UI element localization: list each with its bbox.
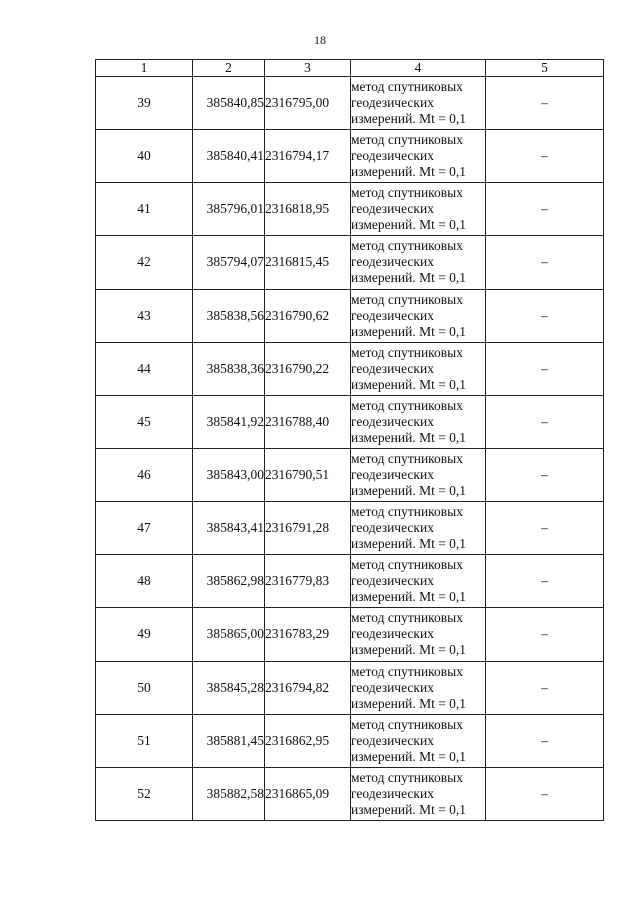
method-line-2: геодезических xyxy=(351,679,434,695)
method-line-1: метод спутниковых xyxy=(351,451,463,467)
table-row xyxy=(96,77,604,130)
coordinate-y: 2316794,82 xyxy=(265,661,351,714)
method-line-1: метод спутниковых xyxy=(351,185,463,201)
method-line-3: измерений. Mt = 0,1 xyxy=(351,536,467,552)
table-row xyxy=(96,289,604,342)
method-cell xyxy=(351,661,486,714)
coordinate-x: 385794,07 xyxy=(193,236,265,289)
method-cell xyxy=(351,236,486,289)
coordinate-x: 385865,00 xyxy=(193,608,265,661)
coordinate-y: 2316791,28 xyxy=(265,502,351,555)
method-line-1: метод спутниковых xyxy=(351,557,463,573)
note-cell: – xyxy=(486,448,604,501)
method-cell xyxy=(351,77,486,130)
method-line-2: геодезических xyxy=(351,413,434,429)
method-line-1: метод спутниковых xyxy=(351,344,463,360)
point-number: 50 xyxy=(96,661,193,714)
method-line-2: геодезических xyxy=(351,467,434,483)
method-line-3: измерений. Mt = 0,1 xyxy=(351,217,467,233)
point-number: 51 xyxy=(96,714,193,767)
coordinate-y: 2316783,29 xyxy=(265,608,351,661)
table-row xyxy=(96,130,604,183)
method-line-3: измерений. Mt = 0,1 xyxy=(351,483,467,499)
column-header-1: 1 xyxy=(96,60,193,77)
note-cell: – xyxy=(486,767,604,820)
coordinate-x: 385862,98 xyxy=(193,555,265,608)
method-line-2: геодезических xyxy=(351,573,434,589)
note-cell: – xyxy=(486,342,604,395)
method-line-1: метод спутниковых xyxy=(351,397,463,413)
column-header-4: 4 xyxy=(351,60,486,77)
point-number: 42 xyxy=(96,236,193,289)
method-line-1: метод спутниковых xyxy=(351,291,463,307)
point-number: 41 xyxy=(96,183,193,236)
method-line-2: геодезических xyxy=(351,732,434,748)
coordinate-y: 2316790,62 xyxy=(265,289,351,342)
table-row xyxy=(96,395,604,448)
coordinate-y: 2316788,40 xyxy=(265,395,351,448)
method-line-2: геодезических xyxy=(351,626,434,642)
note-cell: – xyxy=(486,183,604,236)
method-line-1: метод спутниковых xyxy=(351,610,463,626)
method-line-2: геодезических xyxy=(351,360,434,376)
method-line-2: геодезических xyxy=(351,201,434,217)
coordinate-y: 2316779,83 xyxy=(265,555,351,608)
point-number: 48 xyxy=(96,555,193,608)
method-line-3: измерений. Mt = 0,1 xyxy=(351,376,467,392)
method-cell xyxy=(351,289,486,342)
column-header-2: 2 xyxy=(193,60,265,77)
note-cell: – xyxy=(486,130,604,183)
page-number: 18 xyxy=(314,33,326,47)
method-cell xyxy=(351,395,486,448)
coordinate-y: 2316862,95 xyxy=(265,714,351,767)
note-cell: – xyxy=(486,714,604,767)
method-line-2: геодезических xyxy=(351,254,434,270)
method-cell xyxy=(351,342,486,395)
coordinate-y: 2316795,00 xyxy=(265,77,351,130)
point-number: 40 xyxy=(96,130,193,183)
table-row xyxy=(96,236,604,289)
method-line-3: измерений. Mt = 0,1 xyxy=(351,323,467,339)
coordinate-y: 2316794,17 xyxy=(265,130,351,183)
coordinate-x: 385841,92 xyxy=(193,395,265,448)
method-line-2: геодезических xyxy=(351,95,434,111)
note-cell: – xyxy=(486,608,604,661)
coordinate-y: 2316865,09 xyxy=(265,767,351,820)
note-cell: – xyxy=(486,661,604,714)
table-row xyxy=(96,608,604,661)
method-cell xyxy=(351,448,486,501)
method-line-3: измерений. Mt = 0,1 xyxy=(351,642,467,658)
note-cell: – xyxy=(486,236,604,289)
note-cell: – xyxy=(486,395,604,448)
method-line-3: измерений. Mt = 0,1 xyxy=(351,270,467,286)
method-line-3: измерений. Mt = 0,1 xyxy=(351,111,467,127)
method-line-3: измерений. Mt = 0,1 xyxy=(351,429,467,445)
method-line-3: измерений. Mt = 0,1 xyxy=(351,589,467,605)
coordinate-x: 385796,01 xyxy=(193,183,265,236)
method-cell xyxy=(351,502,486,555)
coordinate-x: 385840,85 xyxy=(193,77,265,130)
method-line-1: метод спутниковых xyxy=(351,238,463,254)
point-number: 39 xyxy=(96,77,193,130)
coordinate-y: 2316818,95 xyxy=(265,183,351,236)
method-line-1: метод спутниковых xyxy=(351,132,463,148)
table-row xyxy=(96,555,604,608)
method-line-3: измерений. Mt = 0,1 xyxy=(351,164,467,180)
coordinate-x: 385838,36 xyxy=(193,342,265,395)
point-number: 43 xyxy=(96,289,193,342)
coordinate-x: 385882,58 xyxy=(193,767,265,820)
method-cell xyxy=(351,714,486,767)
method-line-1: метод спутниковых xyxy=(351,663,463,679)
table-row xyxy=(96,183,604,236)
method-line-1: метод спутниковых xyxy=(351,79,463,95)
note-cell: – xyxy=(486,502,604,555)
note-cell: – xyxy=(486,289,604,342)
table-row xyxy=(96,767,604,820)
column-header-3: 3 xyxy=(265,60,351,77)
coordinate-x: 385843,00 xyxy=(193,448,265,501)
method-cell xyxy=(351,608,486,661)
coordinates-table xyxy=(95,59,604,821)
column-header-5: 5 xyxy=(486,60,604,77)
note-cell: – xyxy=(486,555,604,608)
coordinate-x: 385845,28 xyxy=(193,661,265,714)
method-line-1: метод спутниковых xyxy=(351,716,463,732)
method-cell xyxy=(351,183,486,236)
coordinate-y: 2316815,45 xyxy=(265,236,351,289)
point-number: 44 xyxy=(96,342,193,395)
method-line-2: геодезических xyxy=(351,785,434,801)
table-header-row xyxy=(96,60,604,77)
coordinate-x: 385838,56 xyxy=(193,289,265,342)
method-line-2: геодезических xyxy=(351,520,434,536)
point-number: 47 xyxy=(96,502,193,555)
note-cell: – xyxy=(486,77,604,130)
coordinate-x: 385881,45 xyxy=(193,714,265,767)
point-number: 46 xyxy=(96,448,193,501)
table-row xyxy=(96,502,604,555)
method-line-3: измерений. Mt = 0,1 xyxy=(351,801,467,817)
table-row xyxy=(96,448,604,501)
method-cell xyxy=(351,767,486,820)
method-line-1: метод спутниковых xyxy=(351,504,463,520)
table-row xyxy=(96,661,604,714)
table-row xyxy=(96,714,604,767)
method-line-2: геодезических xyxy=(351,307,434,323)
coordinate-x: 385840,41 xyxy=(193,130,265,183)
method-line-3: измерений. Mt = 0,1 xyxy=(351,695,467,711)
method-line-2: геодезических xyxy=(351,148,434,164)
table-row xyxy=(96,342,604,395)
point-number: 45 xyxy=(96,395,193,448)
method-cell xyxy=(351,555,486,608)
coordinate-x: 385843,41 xyxy=(193,502,265,555)
method-line-1: метод спутниковых xyxy=(351,769,463,785)
point-number: 49 xyxy=(96,608,193,661)
method-line-3: измерений. Mt = 0,1 xyxy=(351,748,467,764)
method-cell xyxy=(351,130,486,183)
coordinate-y: 2316790,51 xyxy=(265,448,351,501)
coordinate-y: 2316790,22 xyxy=(265,342,351,395)
point-number: 52 xyxy=(96,767,193,820)
